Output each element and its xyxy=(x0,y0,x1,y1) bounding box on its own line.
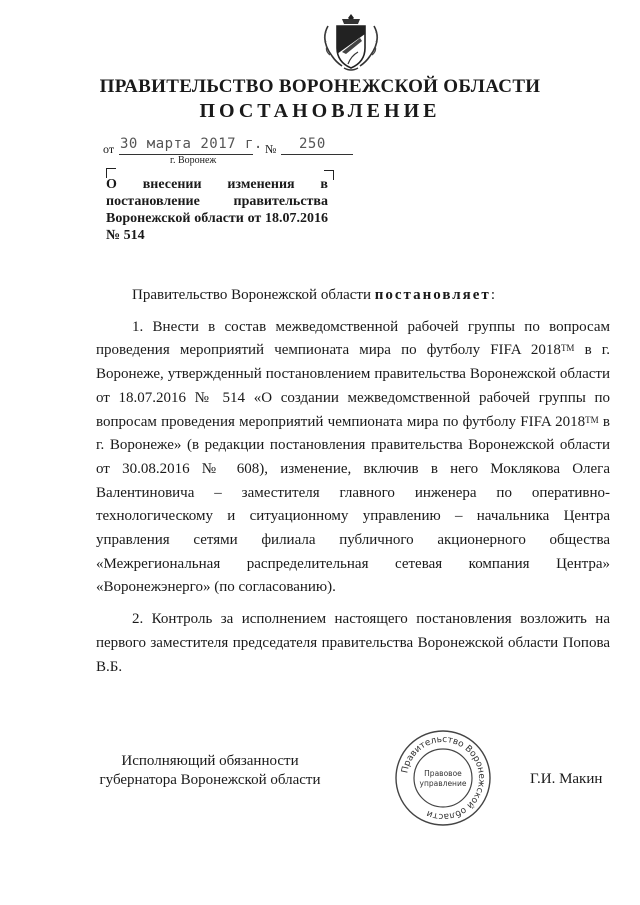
coat-of-arms-icon xyxy=(318,12,384,74)
date-value: 30 марта 2017 г. xyxy=(120,136,263,152)
paragraph-1: 1. Внести в состав межведомственной рабочей группы по вопросам проведения мероприятий чемпионата мира по футболу FIFA 2018™ в г. Воронеже, утвержденный постановлением правительства Воронежской области от 18.07.2016 № 514 «О создании межведомственной рабочей группы по вопросам проведения мероприятий чемпионата мира по футболу FIFA 2018™ в г. Воронеже» (в редакции постановления правительства Воронежской области от 30.08.2016 № 608), изменение, включив в него Моклякова Олега Валентиновича – заместителя главного инженера по оперативно-технологическому и ситуационному управлению – начальника Центра управления сетями филиала публичного акционерного общества «Межрегиональная распределительная сетевая компания Центра» «Воронежэнерго» (по согласованию). xyxy=(96,318,611,596)
stamp-ring-text: Правительство Воронежской области xyxy=(400,734,487,822)
preamble-verb: постановляет xyxy=(374,287,491,303)
trademark-mark: TM xyxy=(585,414,599,425)
date-prefix: от xyxy=(103,142,115,156)
number-underline xyxy=(281,154,353,155)
stamp-center-line2: управление xyxy=(419,779,467,788)
document-type-title: ПОСТАНОВЛЕНИЕ xyxy=(199,100,441,122)
number-prefix: № xyxy=(265,142,277,156)
city-label: г. Воронеж xyxy=(170,155,217,166)
number-value: 250 xyxy=(299,136,326,152)
document-subject: О внесении изменения в постановление правительства Воронежской области от 18.07.2016 № 514 xyxy=(106,177,328,243)
signatory-position: Исполняющий обязанности губернатора Воронежской области xyxy=(99,753,321,788)
svg-text:Правительство Воронежской обла xyxy=(400,735,486,821)
government-title: ПРАВИТЕЛЬСТВО ВОРОНЕЖСКОЙ ОБЛАСТИ xyxy=(99,76,541,97)
signatory-name: Г.И. Макин xyxy=(530,771,603,787)
trademark-mark: TM xyxy=(560,343,575,354)
official-stamp xyxy=(393,728,493,828)
preamble: Правительство Воронежской области постановляет: xyxy=(132,287,495,303)
paragraph-2: 2. Контроль за исполнением настоящего постановления возложить на первого заместителя председателя правительства Воронежской области Попова В.Б. xyxy=(96,611,610,675)
date-number-line xyxy=(103,136,363,160)
stamp-center-line1: Правовое xyxy=(424,769,462,778)
document-body xyxy=(96,284,610,679)
